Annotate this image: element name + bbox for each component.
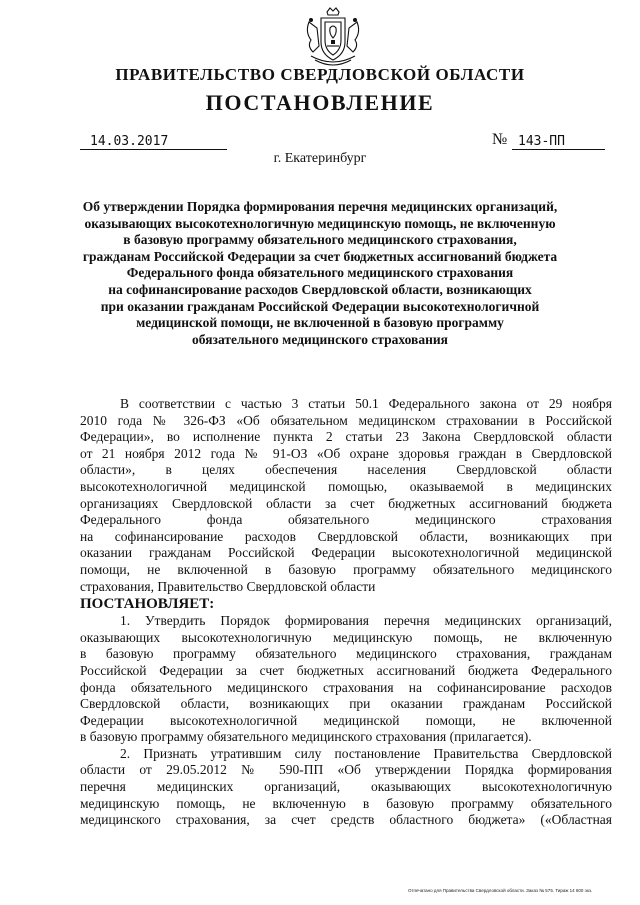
item1-line: в базовую программу обязательного медицинского страхования, гражданам: [80, 646, 612, 662]
document-type: ПОСТАНОВЛЕНИЕ: [205, 90, 435, 115]
item1-line: в базовую программу обязательного медицинского страхования (прилагается).: [80, 729, 532, 745]
preamble-line: В соответствии с частью 3 статьи 50.1 Федерального закона от 29 ноября: [120, 396, 612, 411]
title-line: в базовую программу обязательного медицинского страхования,: [123, 232, 517, 248]
preamble-line: организациях Свердловской области за счет бюджетных ассигнований бюджета: [80, 495, 612, 511]
decree-date: 14.03.2017: [80, 134, 227, 150]
title-line: оказывающих высокотехнологичную медицинскую помощь, не включенную: [84, 215, 556, 231]
print-footer: Отпечатано для Правительства Свердловской области. Заказ № 575. Тираж 14 600 экз.: [408, 888, 593, 893]
preamble-line: от 21 ноября 2012 года № 91-ОЗ «Об охране здоровья граждан в Свердловской: [80, 445, 612, 461]
preamble-line: на софинансирование расходов Свердловской области, возникающих при: [80, 528, 612, 544]
resolves-heading: ПОСТАНОВЛЯЕТ:: [80, 596, 215, 613]
preamble-line: области», в целях обеспечения населения Свердловской области: [80, 462, 612, 478]
item2-line: 2. Признать утратившим силу постановление Правительства Свердловской: [120, 745, 612, 761]
title-line: Об утверждении Порядка формирования перечня медицинских организаций,: [82, 199, 558, 214]
coat-of-arms-emblem: [303, 6, 363, 70]
item1-line: фонда обязательного медицинского страхования на софинансирование расходов: [80, 679, 612, 695]
item2-line: области от 29.05.2012 № 590-ПП «Об утверждении Порядка формирования: [80, 762, 612, 778]
decree-body: [80, 396, 612, 829]
government-name: ПРАВИТЕЛЬСТВО СВЕРДЛОВСКОЙ ОБЛАСТИ: [115, 65, 525, 84]
item1-line: Федерации высокотехнологичной медицинской помощи, не включенной: [80, 712, 612, 728]
item2-line: медицинскую помощь, не включенную в базовую программу обязательного: [80, 795, 612, 811]
title-line: гражданам Российской Федерации за счет бюджетных ассигнований бюджета: [82, 248, 558, 264]
preamble-line: Федерации», во исполнение пункта 2 статьи 23 Закона Свердловской области: [80, 429, 612, 445]
decree-number: 143-ПП: [512, 134, 605, 150]
title-line: при оказании гражданам Российской Федерации высокотехнологичной: [100, 298, 540, 314]
preamble-line: Федерального фонда обязательного медицинского страхования: [80, 512, 612, 528]
title-line: медицинской помощи, не включенной в базовую программу: [136, 315, 504, 331]
preamble-line: страхования, Правительство Свердловской области: [80, 578, 376, 594]
item2-line: медицинского страхования, за счет средств областного бюджета» («Областная: [80, 812, 612, 828]
item1-line: оказывающих высокотехнологичную медицинскую помощь, не включенную: [80, 629, 612, 645]
title-line: обязательного медицинского страхования: [192, 331, 448, 347]
preamble-line: помощи, не включенной в базовую программу обязательного медицинского: [80, 561, 612, 577]
item2-line: перечня медицинских организаций, оказывающих высокотехнологичную: [80, 779, 612, 795]
decree-title: [70, 199, 570, 348]
title-line: на софинансирование расходов Свердловской области, возникающих: [108, 281, 532, 297]
preamble-line: 2010 года № 326-ФЗ «Об обязательном медицинском страховании в Российской: [80, 412, 612, 428]
preamble-line: высокотехнологичной медицинской помощью, оказываемой в медицинских: [80, 478, 612, 494]
item1-line: Свердловской области, возникающих при оказании гражданам Российской: [80, 696, 612, 712]
item1-line: Российской Федерации за счет бюджетных ассигнований бюджета Федерального: [80, 662, 612, 678]
city: г. Екатеринбург: [273, 151, 367, 166]
preamble-line: оказании гражданам Российской Федерации высокотехнологичной медицинской: [80, 545, 612, 561]
title-line: Федерального фонда обязательного медицинского страхования: [126, 265, 514, 281]
number-sign: №: [492, 131, 508, 148]
item1-line: 1. Утвердить Порядок формирования перечня медицинских организаций,: [120, 613, 612, 629]
